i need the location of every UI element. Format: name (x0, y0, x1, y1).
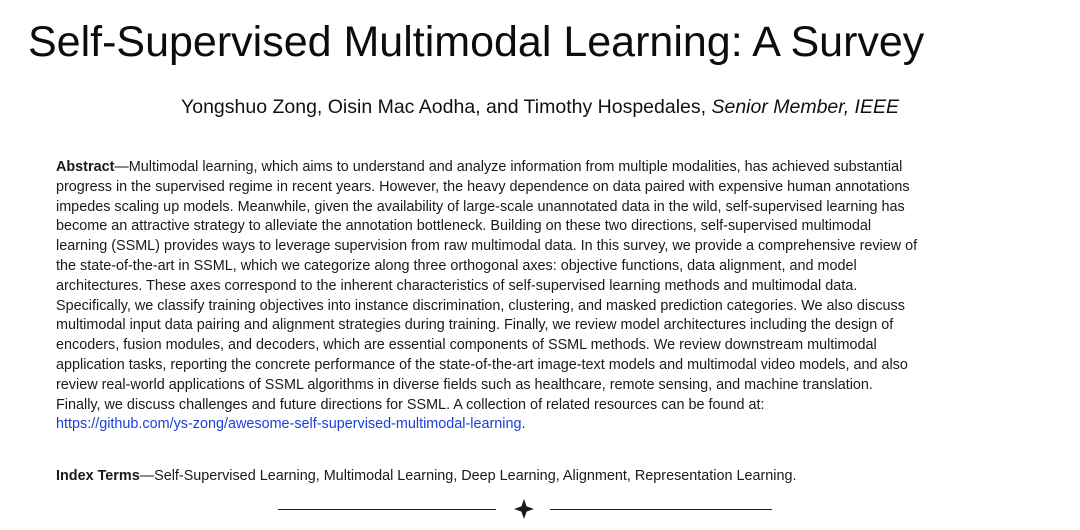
author-affiliation: Senior Member, IEEE (711, 96, 899, 118)
paper-title: Self-Supervised Multimodal Learning: A Survey (28, 18, 925, 66)
abstract-line (56, 158, 1016, 178)
abstract-line: encoders, fusion modules, and decoders, which are essential components of SSML methods. We review downstream multimodal (56, 337, 877, 354)
abstract-text: —Multimodal learning, which aims to understand and analyze information from multiple modalities, has achieved substantial (114, 159, 903, 175)
abstract-line: Finally, we discuss challenges and future directions for SSML. A collection of related resources can be found at: (56, 396, 765, 413)
abstract-line: impedes scaling up models. Meanwhile, given the availability of large-scale unannotated data in the wild, self-supervised learning has (56, 198, 905, 215)
abstract-line: multimodal input data pairing and alignment strategies during training. Finally, we review model architectures including the design of (56, 317, 894, 334)
abstract-line: review real-world applications of SSML algorithms in diverse fields such as healthcare, remote sensing, and machine translation. (56, 376, 873, 393)
resources-link[interactable]: https://github.com/ys-zong/awesome-self-supervised-multimodal-learning (56, 416, 522, 433)
abstract-line: architectures. These axes correspond to the inherent characteristics of self-supervised learning methods and multimodal data. (56, 277, 858, 294)
four-point-star-icon (514, 499, 534, 519)
abstract-line: learning (SSML) provides ways to leverage supervision from raw multimodal data. In this survey, we provide a comprehensive review of (56, 238, 918, 255)
index-terms (56, 466, 1016, 486)
link-suffix: . (521, 416, 526, 433)
abstract-line: Specifically, we classify training objectives into instance discrimination, clustering, and masked prediction categories. We also discuss (56, 297, 905, 314)
abstract (56, 158, 1016, 435)
abstract-line: become an attractive strategy to alleviate the annotation bottleneck. Building on these two directions, self-supervised multimodal (56, 218, 872, 235)
author-line (0, 93, 1080, 121)
author-names: Yongshuo Zong, Oisin Mac Aodha, and Timothy Hospedales, (181, 96, 707, 118)
index-terms-text: —Self-Supervised Learning, Multimodal Learning, Deep Learning, Alignment, Representation Learning. (139, 468, 797, 484)
index-terms-label: Index Terms (56, 468, 140, 484)
abstract-line (56, 415, 1016, 435)
abstract-line: application tasks, reporting the concrete performance of the state-of-the-art image-text models and multimodal video models, and also (56, 356, 908, 373)
abstract-line: progress in the supervised regime in recent years. However, the heavy dependence on data paired with expensive human annotations (56, 178, 910, 195)
abstract-line: the state-of-the-art in SSML, which we categorize along three orthogonal axes: objective functions, data alignment, and model (56, 257, 857, 274)
separator-rule-left (278, 509, 496, 510)
abstract-label: Abstract (56, 159, 115, 175)
separator-rule-right (550, 509, 772, 510)
